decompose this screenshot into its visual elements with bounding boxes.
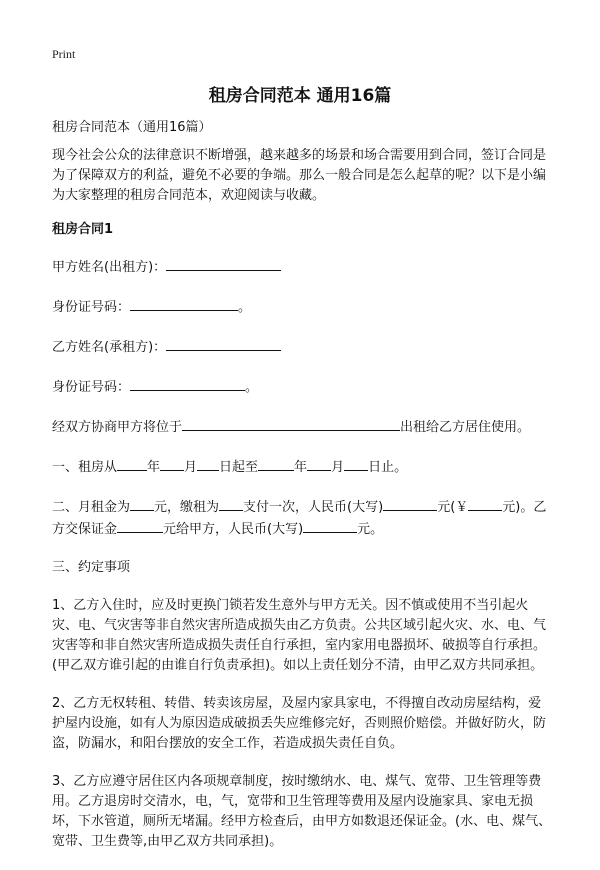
party-a-id-label: 身份证号码： xyxy=(52,300,131,315)
party-a-id-field xyxy=(52,296,552,318)
document-body xyxy=(52,118,552,870)
rent-text: 元。 xyxy=(357,522,384,537)
clause-3: 3、乙方应遵守居住区内各项规章制度，按时缴纳水、电、煤气、宽带、卫生管理等费用。乙方退房时交清水，电，气，宽带和卫生管理等费用及屋内设施家具、家电无损坏，下水管道，厕所无堵漏。经甲方检查后，由甲方如数退还保证金。(水、电、煤气、宽带、卫生费等,由甲乙双方共同承担)。 xyxy=(52,774,552,849)
rent-text: 二、月租金为 xyxy=(52,500,131,515)
document-title: 租房合同范本 通用16篇 xyxy=(208,86,392,106)
location-prefix: 经双方协商甲方将位于 xyxy=(52,420,183,435)
agreement-heading: 三、约定事项 xyxy=(52,560,131,575)
end-month-blank xyxy=(307,456,331,471)
period-mark: 。 xyxy=(245,380,259,395)
party-b-name-field xyxy=(52,336,552,358)
print-link[interactable]: Print xyxy=(52,47,76,61)
party-b-id-label: 身份证号码： xyxy=(52,380,131,395)
monthly-rent-blank xyxy=(130,496,154,511)
rent-text: 元) xyxy=(502,500,521,515)
section-heading: 租房合同1 xyxy=(52,222,114,237)
day-label: 日止。 xyxy=(368,460,408,475)
rent-amount-clause xyxy=(52,496,552,540)
payment-cycle-blank xyxy=(219,496,243,511)
rent-text: 元(￥ xyxy=(437,500,469,515)
start-month-blank xyxy=(160,456,184,471)
deposit-blank xyxy=(117,518,163,533)
day-label: 日起至 xyxy=(219,460,259,475)
deposit-uppercase-blank xyxy=(303,518,357,533)
rent-term-clause xyxy=(52,456,552,478)
clause-2: 2、乙方无权转租、转借、转卖该房屋，及屋内家具家电，不得擅自改动房屋结构，爱护屋内设施，如有人为原因造成破损丢失应维修完好，否则照价赔偿。并做好防火，防盗，防漏水，和阳台摆放的安全工作，若造成损失责任自负。 xyxy=(52,696,547,751)
end-day-blank xyxy=(344,456,368,471)
rent-text: 支付一次，人民币(大写) xyxy=(243,500,384,515)
month-label: 月 xyxy=(331,460,345,475)
year-label: 年 xyxy=(147,460,161,475)
period-mark: 。 xyxy=(238,300,252,315)
rent-numeric-blank xyxy=(468,496,502,511)
party-b-id-field xyxy=(52,376,552,398)
party-b-id-blank xyxy=(130,376,245,391)
location-blank xyxy=(182,416,400,431)
party-a-id-blank xyxy=(130,296,238,311)
property-location-field xyxy=(52,416,552,438)
start-day-blank xyxy=(197,456,219,471)
rent-term-prefix: 一、租房从 xyxy=(52,460,118,475)
end-year-blank xyxy=(258,456,294,471)
party-b-name-label: 乙方姓名(承租方)： xyxy=(52,340,167,355)
party-a-name-field xyxy=(52,256,552,278)
month-label: 月 xyxy=(184,460,198,475)
party-a-name-label: 甲方姓名(出租方)： xyxy=(52,260,167,275)
rent-uppercase-blank xyxy=(383,496,437,511)
rent-text: 元给甲方，人民币(大写) xyxy=(163,522,304,537)
rent-text: 元，缴租为 xyxy=(154,500,220,515)
start-year-blank xyxy=(117,456,147,471)
party-a-name-blank xyxy=(166,256,281,271)
clause-1: 1、乙方入住时，应及时更换门锁若发生意外与甲方无关。因不慎或使用不当引起火灾、电、气灾害等非自然灾害所造成损失由乙方负责。公共区域引起火灾、水、电、气灾害等和非自然灾害所造成损失责任自行承担，室内家用电器损坏、破损等自行承担。(甲乙双方谁引起的由谁自行负责承担)。如以上责任划分不清，由甲乙双方共同承担。 xyxy=(52,598,547,673)
location-suffix: 出租给乙方居住使用。 xyxy=(400,420,531,435)
party-b-name-blank xyxy=(166,336,281,351)
year-label: 年 xyxy=(294,460,308,475)
intro-paragraph: 现今社会公众的法律意识不断增强，越来越多的场景和场合需要用到合同，签订合同是为了保障双方的利益，避免不必要的争端。那么一般合同是怎么起草的呢？以下是小编为大家整理的租房合同范本，欢迎阅读与收藏。 xyxy=(52,148,547,203)
document-subtitle: 租房合同范本（通用16篇） xyxy=(52,120,212,135)
rent-text: 。乙方交保证金 xyxy=(52,500,547,537)
